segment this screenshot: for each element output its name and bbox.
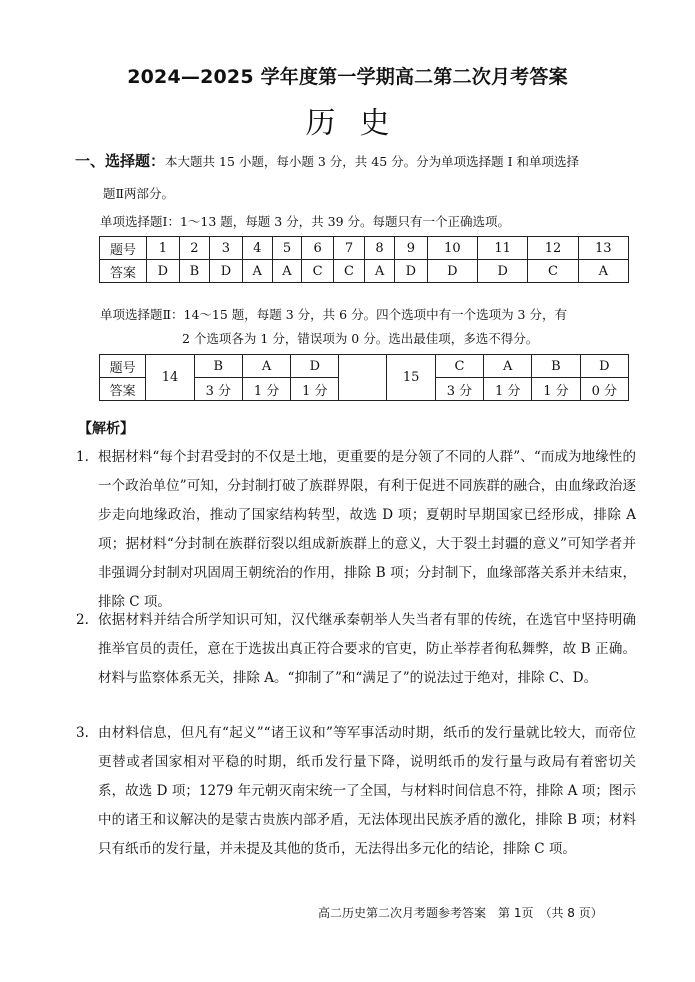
q-answer: D [147,260,180,283]
part1-number-row [100,237,629,260]
q-answer: B [179,260,209,283]
q-number: 5 [272,237,302,260]
q15-number: 15 [387,355,435,401]
q-number: 11 [478,237,528,260]
section1-desc-line1: 本大题共 15 小题，每小题 3 分，共 45 分。分为单项选择题 Ⅰ 和单项选择 [165,154,580,169]
q14-option [339,355,387,401]
part1-answer-row [100,260,629,283]
q14-option: A [242,355,290,378]
part2-answer-table [99,354,629,401]
q-answer: D [427,260,477,283]
part2-desc-line1: 单项选择题Ⅱ：14～15 题，每题 3 分，共 6 分。四个选项中有一个选项为 3 分，有 [100,307,567,322]
analysis-item-text: 由材料信息，但凡有“起义”“诸王议和”等军事活动时期，纸币的发行量就比较大，而帝位更替或者国家相对平稳的时期，纸币发行量下降，说明纸币的发行量与政局有着密切关系，故选 D 项；1279 年元朝灭南宋统一了全国，与材料时间信息不符，排除 A 项；图示中的诸王和议解决的是蒙古贵族内部矛盾，无法体现出民族矛盾的激化，排除 B 项；材料只有纸币的发行量，并未提及其他的货币，无法得出多元化的结论，排除 C 项。 [98,725,636,857]
q-number: 8 [365,237,395,260]
part1-number-label: 题号 [100,237,147,260]
part1-answer-label: 答案 [100,260,147,283]
q15-score: 1 分 [484,378,532,401]
q-number: 3 [210,237,243,260]
q15-score: 1 分 [532,378,580,401]
q14-number: 14 [146,355,194,401]
q-answer: A [242,260,272,283]
q-answer: D [478,260,528,283]
q-answer: A [365,260,395,283]
page-footer: 高二历史第二次月考题参考答案 第 1页 （共 8 页） [318,906,603,920]
q-number: 1 [147,237,180,260]
analysis-item-text: 依据材料并结合所学知识可知，汉代继承秦朝举人失当者有罪的传统，在选官中坚持明确推举官员的责任，意在于选拔出真正符合要求的官吏，防止举荐者徇私舞弊，故 B 正确。材料与监察体系无关，排除 A。“抑制了”和“满足了”的说法过于绝对，排除 C、D。 [98,612,636,686]
q14-option: D [291,355,339,378]
q15-option: C [435,355,483,378]
q-answer: C [302,260,333,283]
q15-option: A [484,355,532,378]
part2-answer-label: 答案 [100,378,146,401]
analysis-item-number: 2. [76,612,89,628]
subject-title: 历史 [305,106,414,141]
part2-option-row [100,355,629,378]
q15-score: 3 分 [435,378,483,401]
part1-desc: 单项选择题Ⅰ：1～13 题，每题 3 分，共 39 分。每题只有一个正确选项。 [100,214,511,229]
q15-option: D [580,355,628,378]
analysis-item [76,719,636,864]
q-number: 4 [242,237,272,260]
section1-heading: 一、选择题： [75,152,166,170]
q14-score: 1 分 [242,378,290,401]
q-number: 13 [578,237,628,260]
q-answer: D [210,260,243,283]
q-answer: C [528,260,578,283]
q14-option: B [194,355,242,378]
q15-option: B [532,355,580,378]
analysis-item-number: 1. [76,449,89,465]
q-answer: D [394,260,427,283]
q-answer: A [578,260,628,283]
q-number: 6 [302,237,333,260]
part2-desc-line2: 2 个选项各为 1 分，错误项为 0 分。选出最佳项，多选不得分。 [182,331,539,346]
page-title: 2024—2025 学年度第一学期高二第二次月考答案 [127,66,568,88]
q-answer: A [272,260,302,283]
part1-answer-table [99,236,629,283]
q-number: 10 [427,237,477,260]
analysis-heading: 【解析】 [78,421,134,437]
q-number: 7 [333,237,364,260]
q-answer: C [333,260,364,283]
section1-desc-line2: 题Ⅱ两部分。 [103,186,174,201]
section1-intro [75,147,635,176]
analysis-item [76,606,636,693]
q-number: 12 [528,237,578,260]
q-number: 2 [179,237,209,260]
q14-score: 1 分 [291,378,339,401]
q-number: 9 [394,237,427,260]
q14-score: 3 分 [194,378,242,401]
q15-score: 0 分 [580,378,628,401]
analysis-item [76,443,636,617]
analysis-item-text: 根据材料“每个封君受封的不仅是土地，更重要的是分领了不同的人群”、“而成为地缘性的一个政治单位”可知，分封制打破了族群界限，有利于促进不同族群的融合，由血缘政治逐步走向地缘政治，推动了国家结构转型，故选 D 项；夏朝时早期国家已经形成，排除 A 项；据材料“分封制在族群衍裂以组成新族群上的意义，大于裂土封疆的意义”可知学者并非强调分封制对巩固周王朝统治的作用，排除 B 项；分封制下，血缘部落关系并未结束，排除 C 项。 [98,449,636,610]
analysis-item-number: 3. [76,725,89,741]
part2-number-label: 题号 [100,355,146,378]
